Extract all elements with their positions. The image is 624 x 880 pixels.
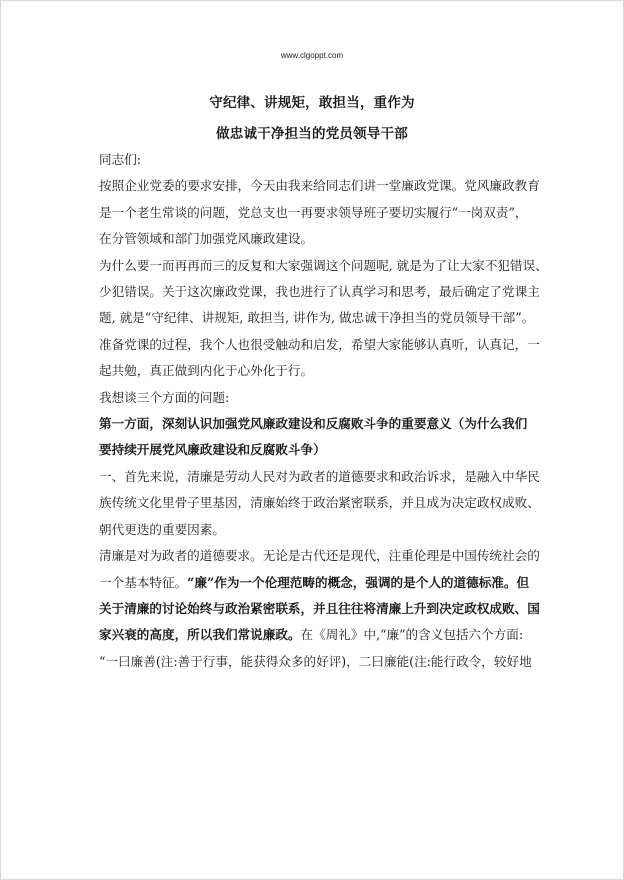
paragraph-line: 朝代更迭的重要因素。 <box>99 521 225 537</box>
paragraph-1 <box>99 173 540 252</box>
paragraph-line: 是一个老生常谈的问题，党总支也一再要求领导班子要切实履行“一岗双责”， <box>99 204 528 220</box>
paragraph-line: 关于清廉的讨论始终与政治紧密联系，并且往往将清廉上升到决定政权成败、国 <box>99 600 540 616</box>
paragraph-line: 准备党课的过程，我个人也很受触动和启发，希望大家能够认真听，认真记，一 <box>99 336 540 352</box>
paragraph-2 <box>99 253 548 385</box>
section-heading-line: 第一方面，深刻认识加强党风廉政建设和反腐败斗争的重要意义（为什么我们 <box>99 416 528 432</box>
paragraph-5 <box>99 543 540 675</box>
header-url: www.clgoppt.com <box>280 51 344 60</box>
page-content <box>99 1 548 879</box>
paragraph-line: 题, 就是“守纪律、讲规矩, 敢担当, 讲作为, 做忠诚干净担当的党员领导干部”。 <box>99 310 535 326</box>
paragraph-line <box>99 622 525 648</box>
paragraph-line: 起共勉，真正做到内化于心外化于行。 <box>99 363 314 379</box>
section-heading-1 <box>99 411 528 464</box>
paragraph-line: 少犯错误。关于这次廉政党课，我也进行了认真学习和思考，最后确定了党课主 <box>99 284 540 300</box>
paragraph-bold-text: 家兴衰的高度，所以我们常说廉政。 <box>99 627 301 643</box>
document-body <box>99 147 548 675</box>
document-title-line-2: 做忠诚干净担当的党员领导干部 <box>216 126 408 142</box>
paragraph-line <box>99 570 530 596</box>
paragraph-3 <box>99 385 525 411</box>
paragraph-4 <box>99 464 540 543</box>
document-title-line-1: 守纪律、讲规矩，敢担当，重作为 <box>209 95 415 111</box>
paragraph-line: 在分管领域和部门加强党风廉政建设。 <box>99 231 314 247</box>
paragraph-text: 在《周礼》中,“廉”的含义包括六个方面: <box>300 627 524 643</box>
paragraph-line: “一曰廉善(注:善于行事，能获得众多的好评)，二曰廉能(注:能行政令，较好地 <box>99 653 532 669</box>
paragraph-bold-text: “廉”作为一个伦理范畴的概念，强调的是个人的道德标准。但 <box>187 574 530 590</box>
paragraph-line: 我想谈三个方面的问题: <box>99 389 230 405</box>
paragraph-line: 为什么要一而再再而三的反复和大家强调这个问题呢, 就是为了让大家不犯错误、 <box>99 257 548 273</box>
paragraph-line: 一、首先来说，清廉是劳动人民对为政者的道德要求和政治诉求，是融入中华民 <box>99 468 540 484</box>
paragraph-line: 族传统文化里骨子里基因，清廉始终于政治紧密联系，并且成为决定政权成败、 <box>99 495 540 511</box>
greeting-text: 同志们: <box>99 152 142 167</box>
paragraph-line: 清廉是对为政者的道德要求。无论是古代还是现代，注重伦理是中国传统社会的 <box>99 548 540 564</box>
paragraph-line: 按照企业党委的要求安排，今天由我来给同志们讲一堂廉政党课。党风廉政教育 <box>99 178 540 194</box>
section-heading-line: 要持续开展党风廉政建设和反腐败斗争） <box>99 442 326 458</box>
greeting <box>99 147 525 173</box>
paragraph-text: 一个基本特征。 <box>99 574 188 590</box>
